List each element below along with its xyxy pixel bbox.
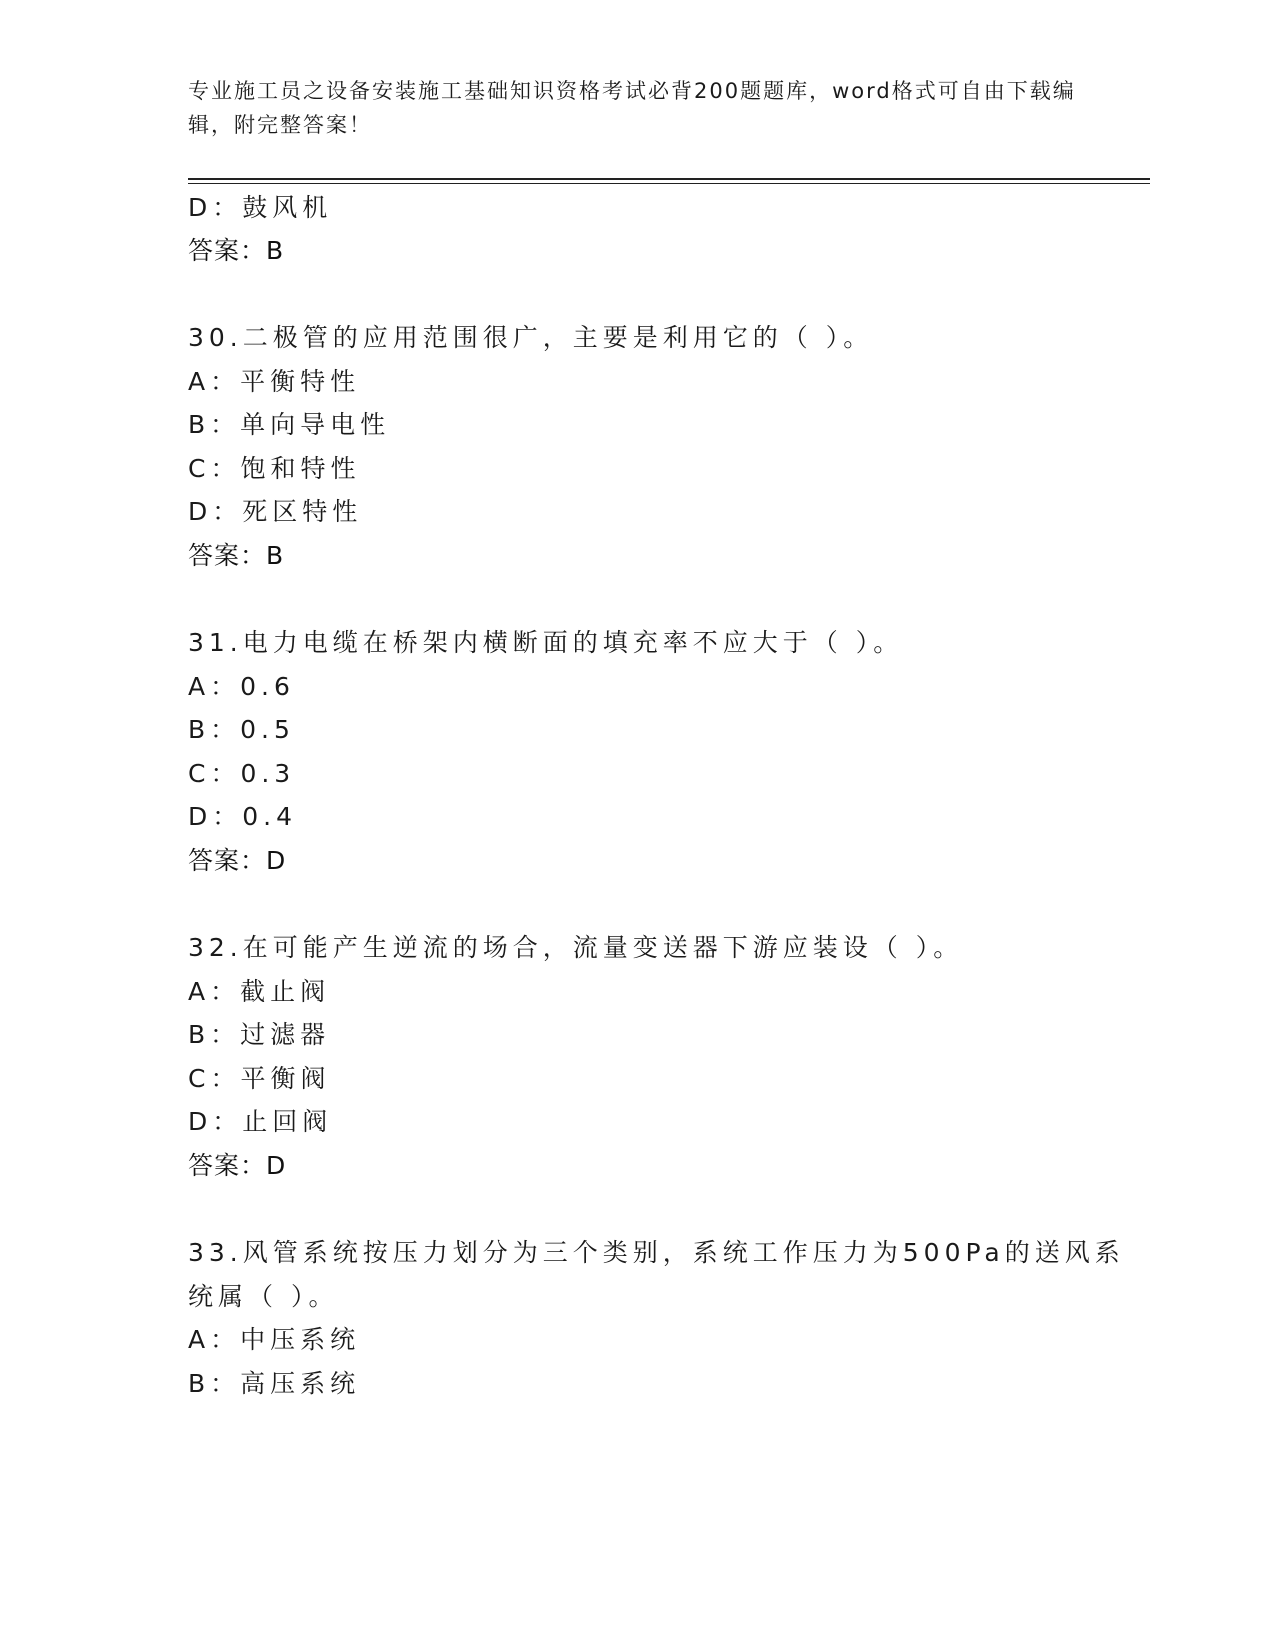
question-31-option-c: C：0.3 [188,759,296,788]
question-30-option-c: C：饱和特性 [188,454,361,483]
question-32-option-d: D：止回阀 [188,1107,333,1136]
question-31-stem: 31.电力电缆在桥架内横断面的填充率不应大于（ ）。 [188,628,904,657]
question-30-answer: 答案：B [188,541,285,570]
question-31-option-d: D：0.4 [188,802,298,831]
question-32-option-b: B：过滤器 [188,1020,331,1049]
header-divider-thin [188,183,1150,184]
question-30-option-b: B：单向导电性 [188,410,391,439]
question-32-answer: 答案：D [188,1151,287,1180]
prev-question-option-d: D：鼓风机 [188,193,333,222]
question-30-stem: 30.二极管的应用范围很广，主要是利用它的（ ）。 [188,323,874,352]
question-31-option-a: A：0.6 [188,672,295,701]
question-33-stem-line-2: 统属（ ）。 [188,1282,339,1311]
question-32-stem: 32.在可能产生逆流的场合，流量变送器下游应装设（ ）。 [188,933,964,962]
question-31-answer: 答案：D [188,846,287,875]
question-32-option-c: C：平衡阀 [188,1064,331,1093]
document-header-title: 专业施工员之设备安装施工基础知识资格考试必背200题题库，word格式可自由下载编辑，附完整答案！ [188,79,1076,137]
question-30-option-d: D：死区特性 [188,497,363,526]
question-33-stem-line-1: 33.风管系统按压力划分为三个类别，系统工作压力为500Pa的送风系 [188,1238,1125,1267]
question-31-option-b: B：0.5 [188,715,295,744]
question-32-option-a: A：截止阀 [188,977,331,1006]
question-33-option-b: B：高压系统 [188,1369,361,1398]
question-33-option-a: A：中压系统 [188,1325,361,1354]
question-30-option-a: A：平衡特性 [188,367,361,396]
header-divider-thick [188,178,1150,180]
prev-question-answer: 答案：B [188,236,285,265]
